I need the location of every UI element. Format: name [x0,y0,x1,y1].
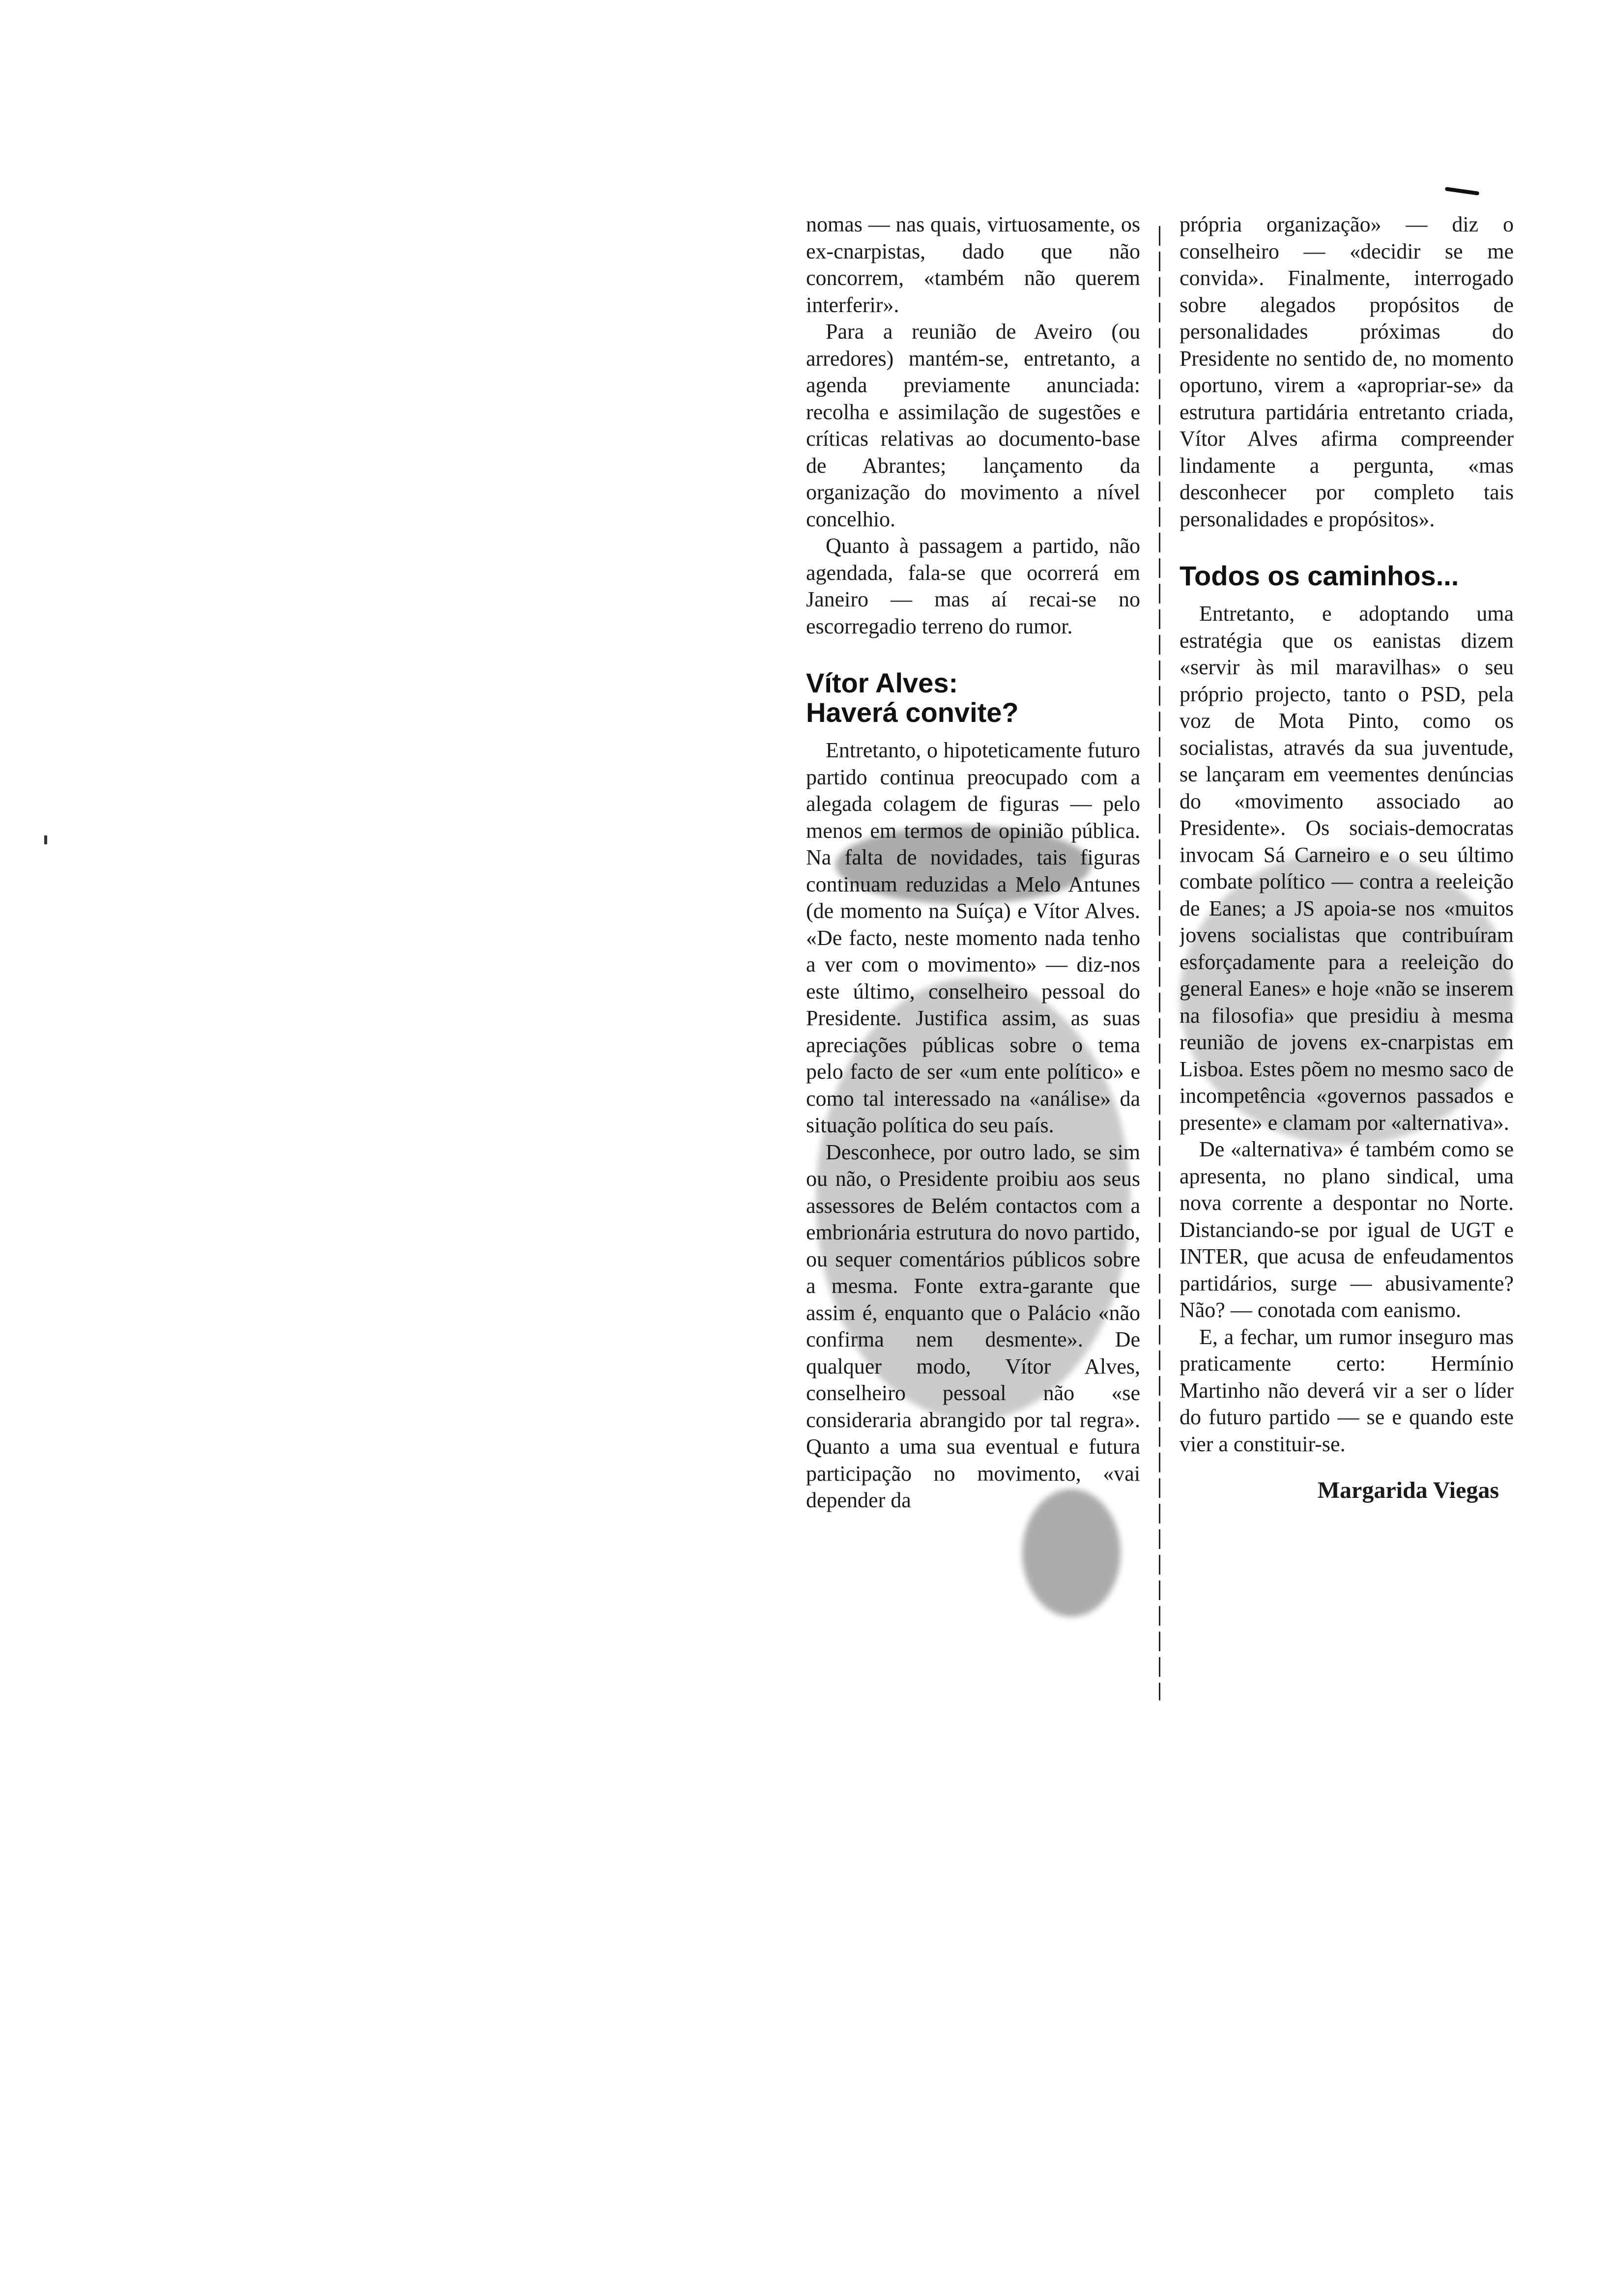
column-divider [1159,226,1160,1700]
paragraph: Para a reunião de Aveiro (ou arredores) mantém-se, entretanto, a agenda previamente anunciada: recolha e assimilação de sugestões e críticas relativas ao documento-base de Abrantes; lançamento da organização do movimento a nível concelhio. [806,319,1140,531]
scan-smudge [816,978,1130,1420]
heading-line: Vítor Alves: [806,667,958,698]
section-heading-vitor-alves [806,668,1140,727]
author-signature: Margarida Viegas [1317,1477,1499,1503]
paragraph: Quanto à passagem a partido, não agendada, fala-se que ocorrerá em Janeiro — mas aí recai-se no escorregadio terreno do rumor. [806,534,1140,638]
paragraph: própria organização» — diz o conselheiro — «decidir se me convida». Finalmente, interrogado sobre alegados propósitos de personalidades próximas do Presidente no sentido de, no momento oportuno, virem a «apropriar-se» da estrutura partidária entretanto criada, Vítor Alves afirma compreender lindamente a pergunta, «mas desconhecer por completo tais personalidades e propósitos». [1180,212,1514,531]
section-heading-todos-os-caminhos: Todos os caminhos... [1180,560,1459,591]
paragraph: Entretanto, e adoptando uma estratégia que os eanistas dizem «servir às mil maravilhas» o seu próprio projecto, tanto o PSD, pela voz de Mota Pinto, como os socialistas, através da sua juventude, se lançaram em veementes denúncias do «movimento associado ao Presidente». Os sociais-democratas invocam Sá Carneiro e o seu último combate político — contra a reeleição de Eanes; a JS apoia-se nos «muitos jovens socialistas que contribuíram esforçadamente para a reeleição do general Eanes» e hoje «não se inserem na filosofia» que presidiu à mesma reunião de jovens ex-cnarpistas em Lisboa. Estes põem no mesmo saco de incompetência «governos passados e presente» e clamam por «alternativa». [1180,602,1514,1135]
newspaper-clipping [806,211,1528,1715]
heading-line: Haverá convite? [806,697,1019,728]
paragraph: Desconhece, por outro lado, se sim ou não, o Presidente proibiu aos seus assessores de Belém contactos com a embrionária estrutura do novo partido, ou sequer comentários públicos sobre a mesma. Fonte extra-garante que assim é, enquanto que o Palácio «não confirma nem desmente». De qualquer modo, Vítor Alves, conselheiro pessoal não «se consideraria abrangido por tal regra». Quanto a uma sua eventual e futura participação no movimento, «vai depender da [806,1140,1140,1512]
scan-smudge [1022,1489,1121,1617]
paragraph: nomas — nas quais, virtuosamente, os ex-cnarpistas, dado que não concorrem, «também não querem interferir». [806,212,1140,317]
scan-smudge [1180,850,1514,1145]
left-column [806,211,1140,1715]
paragraph: De «alternativa» é também como se apresenta, no plano sindical, uma nova corrente a despontar no Norte. Distanciando-se por igual de UGT e INTER, que acusa de enfeudamentos partidários, surge — abusivamente? Não? — conotada com eanismo. [1180,1137,1514,1322]
paragraph: Entretanto, o hipoteticamente futuro partido continua preocupado com a alegada colagem de figuras — pelo menos em termos de opinião pública. Na falta de novidades, tais figuras continuam reduzidas a Melo Antunes (de momento na Suíça) e Vítor Alves. «De facto, neste momento nada tenho a ver com o movimento» — diz-nos este último, conselheiro pessoal do Presidente. Justifica assim, as suas apreciações públicas sobre o tema pelo facto de ser «um ente político» e como tal interessado na «análise» da situação política do seu país. [806,738,1140,1137]
paragraph: E, a fechar, um rumor inseguro mas praticamente certo: Hermínio Martinho não deverá vir a ser o líder do futuro partido — se e quando este vier a constituir-se. [1180,1324,1514,1456]
scan-speck [44,835,47,844]
scan-smudge [835,826,1091,904]
scan-mark [1445,187,1479,196]
